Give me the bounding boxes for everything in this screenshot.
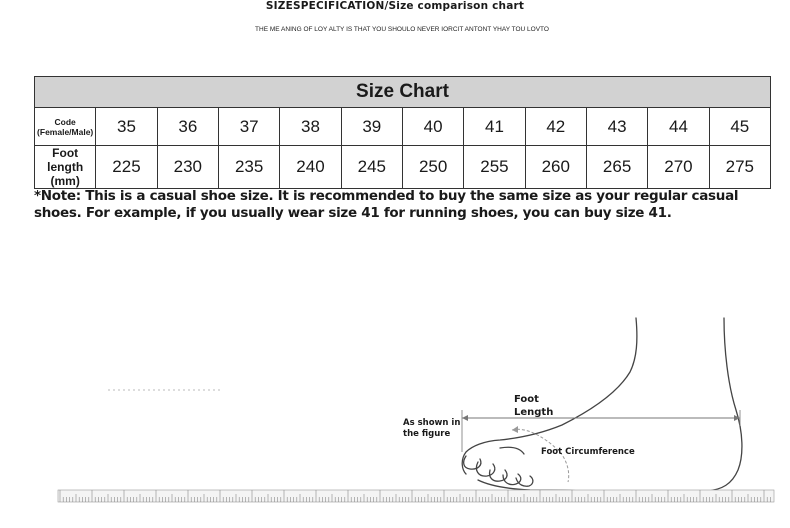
foot-length-cell: 265 xyxy=(586,146,647,189)
size-code-cell: 38 xyxy=(280,108,341,146)
foot-length-cell: 235 xyxy=(218,146,279,189)
as-shown-label: As shown in the figure xyxy=(403,418,461,439)
size-code-cell: 44 xyxy=(648,108,709,146)
size-code-cell: 39 xyxy=(341,108,402,146)
size-code-cell: 41 xyxy=(464,108,525,146)
size-chart-title: Size Chart xyxy=(35,77,771,108)
length-row-label: Foot length (mm) xyxy=(35,146,96,189)
size-code-cell: 40 xyxy=(402,108,463,146)
size-code-cell: 43 xyxy=(586,108,647,146)
code-row-label: Code (Female/Male) xyxy=(35,108,96,146)
foot-length-row xyxy=(35,146,771,189)
foot-length-cell: 260 xyxy=(525,146,586,189)
foot-length-cell: 270 xyxy=(648,146,709,189)
foot-length-label: Foot Length xyxy=(514,394,554,418)
size-code-row xyxy=(35,108,771,146)
page-title: SIZESPECIFICATION/Size comparison chart xyxy=(265,0,525,12)
foot-length-cell: 255 xyxy=(464,146,525,189)
foot-length-cell: 245 xyxy=(341,146,402,189)
size-code-cell: 45 xyxy=(709,108,770,146)
foot-circumference-label: Foot Circumference xyxy=(541,447,635,457)
size-code-cell: 42 xyxy=(525,108,586,146)
foot-length-cell: 230 xyxy=(157,146,218,189)
size-note: *Note: This is a casual shoe size. It is recommended to buy the same size as your regular casual shoes. For example, if you usually wear size 41 for running shoes, you can buy size 41. xyxy=(34,188,739,221)
page-subtitle: THE ME ANING OF LOY ALTY IS THAT YOU SHOULO NEVER IORCIT ANTONT YHAY TOU LOVTO xyxy=(255,26,549,33)
foot-length-cell: 250 xyxy=(402,146,463,189)
foot-length-cell: 225 xyxy=(96,146,157,189)
size-chart-table xyxy=(34,76,771,189)
foot-length-cell: 275 xyxy=(709,146,770,189)
size-code-cell: 37 xyxy=(218,108,279,146)
size-code-cell: 36 xyxy=(157,108,218,146)
size-code-cell: 35 xyxy=(96,108,157,146)
foot-measure-illustration xyxy=(0,300,790,528)
foot-length-cell: 240 xyxy=(280,146,341,189)
